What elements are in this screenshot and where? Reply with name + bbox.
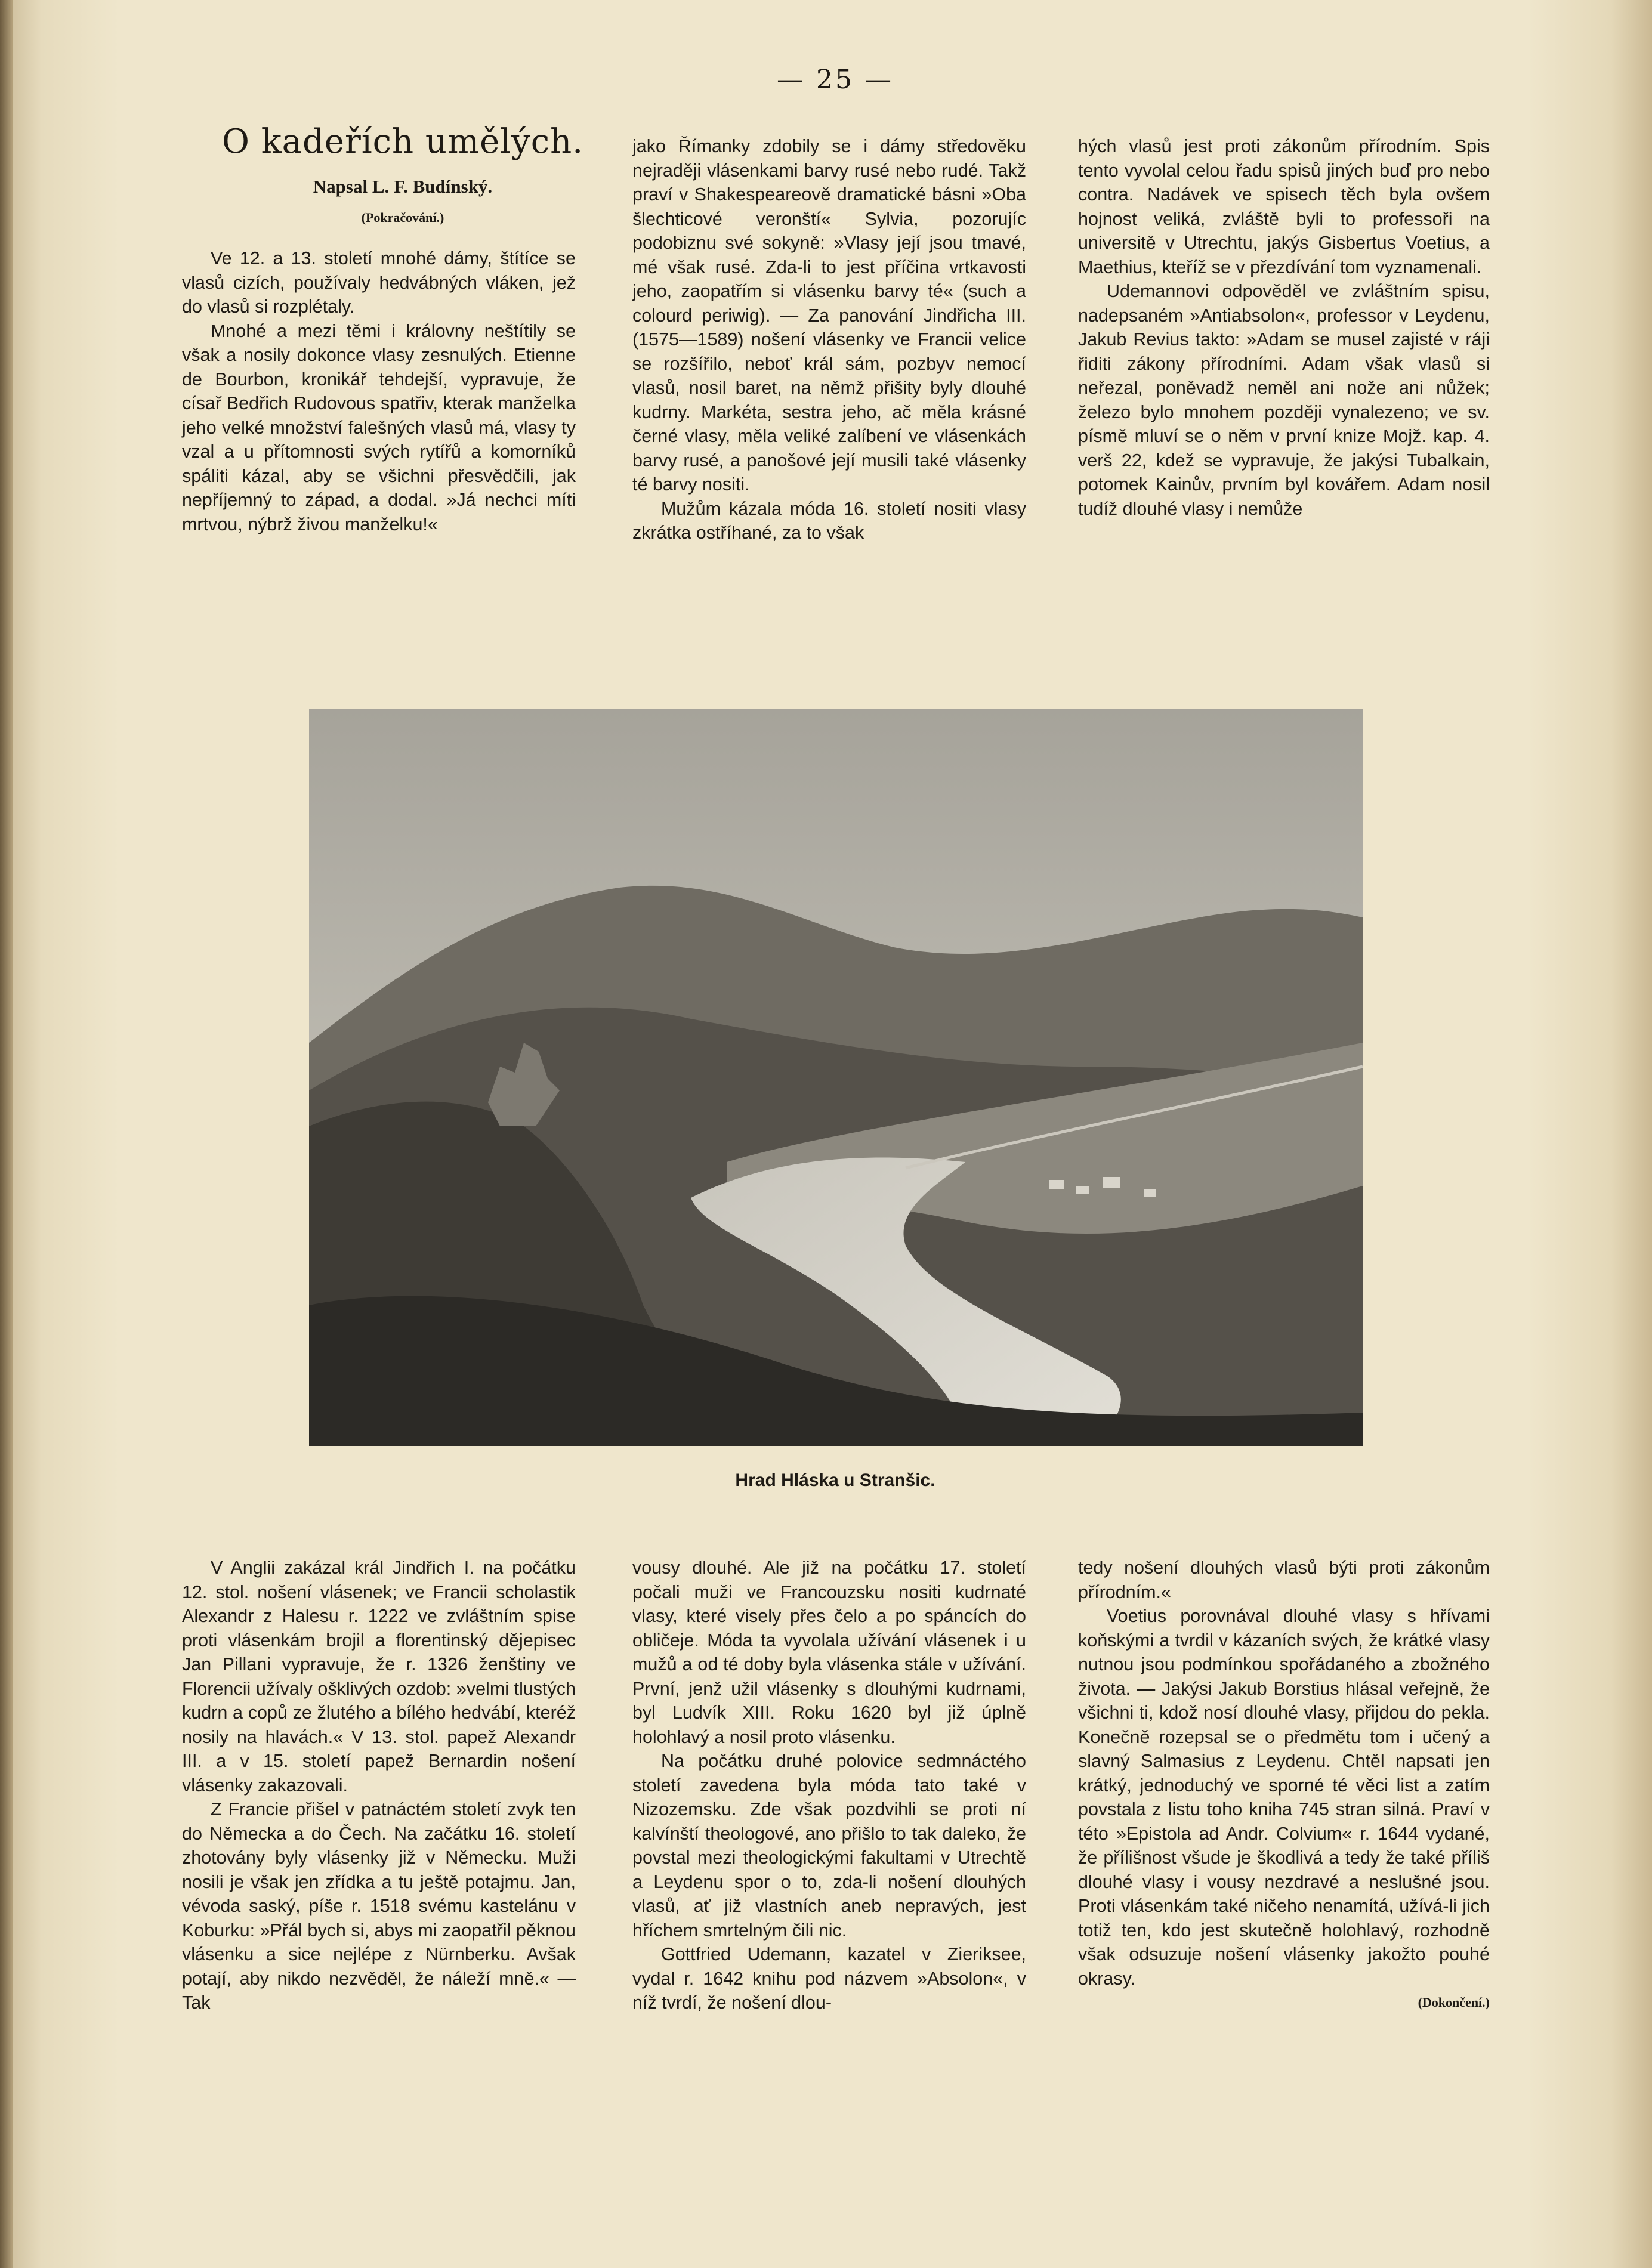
continued-note: (Pokračování.) [361,210,444,225]
column-bottom-left [182,1556,576,2015]
castle-river-photo [309,709,1363,1446]
paragraph: Mužům kázala móda 16. století nositi vlasy zkrátka ostříhané, za to však [632,498,1026,543]
paragraph: Z Francie přišel v patnáctém století zvyk ten do Německa a do Čech. Na začátku 16. století zhotovány byly vlásenky již v Německu. Muži nosili je však jen zřídka a tu ještě potajmu. Jan, vévoda saský, píše r. 1518 svému kastelánu v Koburku: »Přál bych si, abys mi zaopatřil pěknou vlásenku a sice nejlépe z Nürnberku. Avšak potají, aby nikdo nezvěděl, že náleží mně.« — Tak [182,1799,576,2013]
paragraph: Voetius porovnával dlouhé vlasy s hřívami koňskými a tvrdil v kázaních svých, že krátké vlasy nutnou jsou podmínkou spořádaného a zbožného života. — Jakýsi Jakub Borstius hlásal veřejně, že všichni ti, kdož nosí dlouhé vlasy, přijdou do pekla. Konečně rozepsal se o předmětu tom i učený a slavný Salmasius z Leydenu. Chtěl napsati jen krátký, jednoduchý ve sporné té věci list a zatím povstala z listu toho kniha 745 stran silná. Praví v této »Epistola ad Andr. Colvium« r. 1644 vydané, že přílišnost všude je škodlivá a tedy že také příliš dlouhé vlasy i vousy nezdravé a neslušné jsou. Proti vlásenkám také ničeho nenamítá, užívá-li jich totiž ten, kdo jest skutečně holohlavý, rozhodně však odsuzuje nošení vlásenky jakožto pouhé okrasy. [1078,1606,1490,1989]
paragraph: Mnohé a mezi těmi i královny neštítily se však a nosily dokonce vlasy zesnulých. Etienne de Bourbon, kronikář tehdejší, vypravuje, že císař Bedřich Rudovous spatřiv, kterak manželka jeho velké množství falešných vlasů má, vlasy ty vzal a u přítomnosti svých rytířů a komorníků spáliti kázal, aby se všichni přesvědčili, jak nepříjemný to západ, a dodal. »Já nechci míti mrtvou, nýbrž živou manželku!« [182,320,576,534]
column-top-left [182,246,576,536]
paragraph: Na počátku druhé polovice sedmnáctého století zavedena byla móda tato také v Nizozemsku. Zde však pozdvihli se proti ní kalvínští theologové, ano přišlo to tak daleko, že povstal mezi theologickými fakultami v Utrechtě a Leydenu spor o to, zda-li nošení dlouhých vlasů, ať již vlastních aneb nepravých, jest hříchem smrtelným čili nic. [632,1751,1026,1941]
paragraph: Ve 12. a 13. století mnohé dámy, štítíce se vlasů cizích, používaly hedvábných vláken, jež do vlasů si rozplétaly. [182,248,576,317]
paragraph: tedy nošení dlouhých vlasů býti proti zákonům přírodním.« [1078,1558,1490,1602]
paragraph: Gottfried Udemann, kazatel v Zieriksee, vydal r. 1642 knihu pod názvem »Absolon«, v níž tvrdí, že nošení dlou- [632,1944,1026,2013]
column-bottom-right [1078,1556,1490,2015]
paragraph: hých vlasů jest proti zákonům přírodním. Spis tento vyvolal celou řadu spisů jiných buď pro nebo contra. Nadávek ve spisech těch byla ovšem hojnost veliká, zvláště byli to professoři na universitě v Utrechtu, jakýs Gisbertus Voetius, a Maethius, kteříž se v přezdívání tom vyznamenali. [1078,136,1490,277]
end-note: (Dokončení.) [1418,1995,1490,2010]
page-number: — 25 — [777,64,894,95]
article-title: O kadeřích umělých. [221,122,583,161]
paragraph: jako Římanky zdobily se i dámy středověku nejraději vlásenkami barvy rusé nebo rudé. Takž praví v Shakespeareově dramatické básni »Oba šlechticové veronští« Sylvia, pozorujíc podobiznu své sokyně: »Vlasy její jsou tmavé, mé však rusé. Zda-li to jest příčina vrtkavosti jeho, zaopatřím si vlásenku barvy té« (such a colourd periwig). — Za panování Jindřicha III. (1575—1589) nošení vlásenky ve Francii velice se rozšířilo, neboť král sám, pozbyv nemocí vlasů, nosil baret, na němž přišity byly dlouhé kudrny. Markéta, sestra jeho, ač měla krásné černé vlasy, měla veliké zalíbení ve vlásenkách barvy rusé, a panošové její musili také vlásenky té barvy nositi. [632,136,1026,495]
article-byline: Napsal L. F. Budínský. [313,176,493,197]
paragraph: Udemannovi odpověděl ve zvláštním spisu, nadepsaném »Antiabsolon«, professor v Leydenu, Jakub Revius takto: »Adam se musel zajisté v ráji řiditi zákony přírodními. Adam však vlasů si neřezal, poněvadž neměl ani nože ani nůžek; železo bylo mnohem později vynalezeno; ve sv. písmě mluví se o něm v první knize Mojž. kap. 4. verš 22, kdež se vypravuje, že jakýsi Tubalkain, potomek Kainův, prvním byl kovářem. Adam nosil tudíž dlouhé vlasy i nemůže [1078,281,1490,519]
column-top-right [1078,134,1490,521]
binding-edge [0,0,13,2268]
column-bottom-middle [632,1556,1026,2015]
photo-caption: Hrad Hláska u Stranšic. [735,1470,935,1490]
landscape-photo [309,709,1363,1446]
paragraph: vousy dlouhé. Ale již na počátku 17. století počali muži ve Francouzsku nositi kudrnaté vlasy, které visely přes čelo a po spáncích do obličeje. Móda ta vyvolala užívání vlásenek i u mužů a od té doby byla vlásenka stále v užívání. První, jenž užil vlásenky s dlouhými kudrnami, byl Ludvík XIII. Roku 1620 byl již úplně holohlavý a nosil proto vlásenku. [632,1558,1026,1747]
paragraph: V Anglii zakázal král Jindřich I. na počátku 12. stol. nošení vlásenek; ve Francii scholastik Alexandr z Halesu r. 1222 ve zvláštním spise proti vlásenkám brojil a florentinský dějepisec Jan Pillani vypravuje, že r. 1326 ženštiny ve Florencii užívaly ošklivých ozdob: »velmi tlustých kudrn a copů ze žlutého a bílého hedvábí, kteréž nosily na hlavách.« V 13. stol. papež Alexandr III. a v 15. století papež Bernardin nošení vlásenky zakazovali. [182,1558,576,1796]
column-top-middle [632,134,1026,545]
